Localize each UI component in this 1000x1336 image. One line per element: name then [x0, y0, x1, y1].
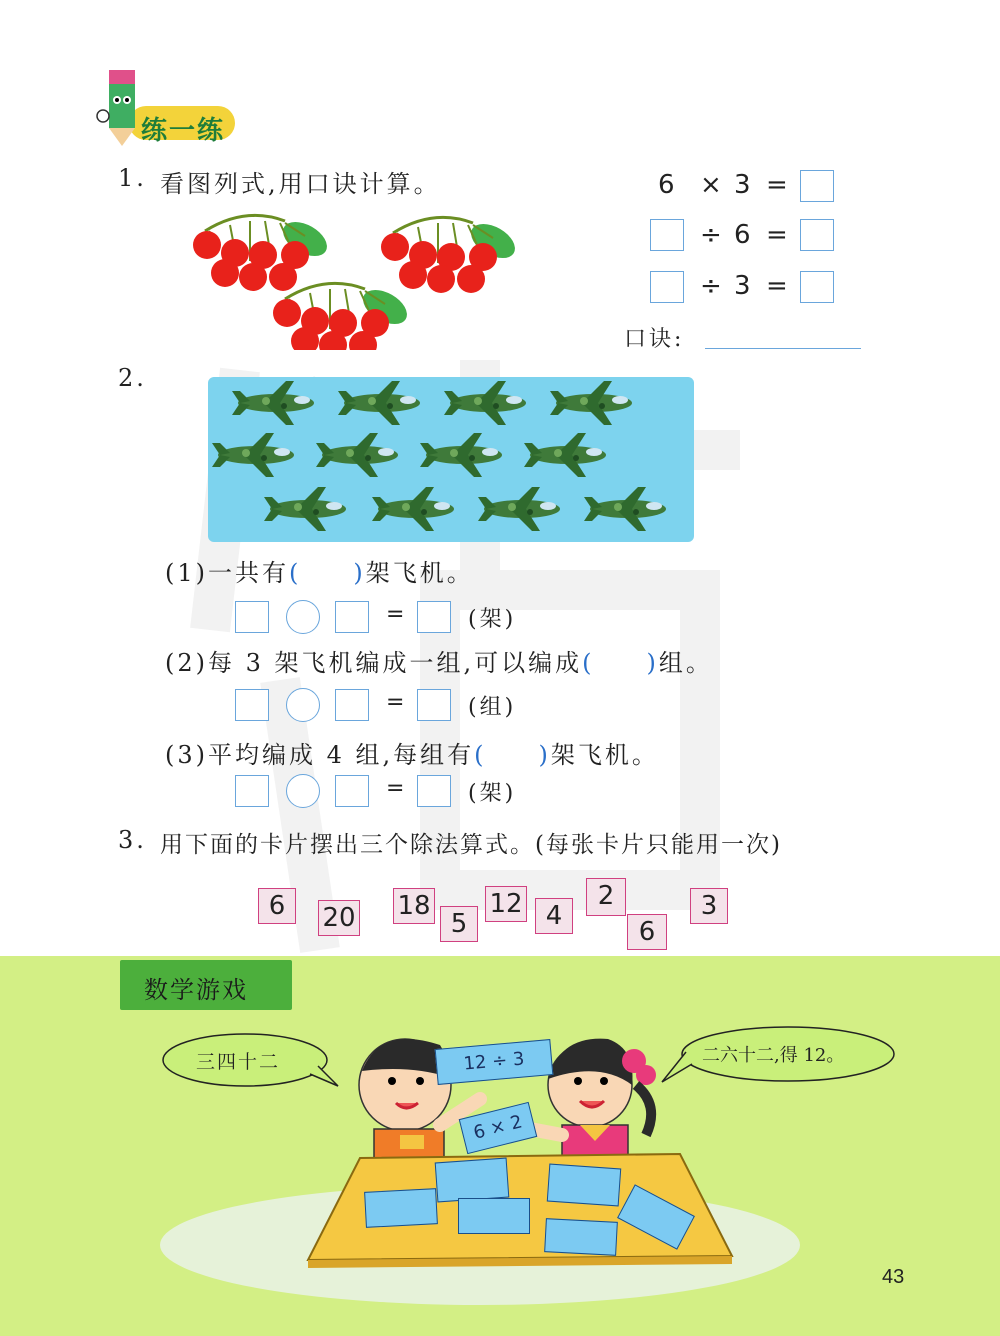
q2-sub2-operator-circle[interactable] [286, 688, 320, 722]
q2-sub1-answer-box[interactable] [417, 601, 451, 633]
practice-header [95, 66, 245, 148]
cherries-illustration [175, 205, 515, 350]
number-card[interactable]: 4 [535, 898, 573, 934]
number-card[interactable]: 12 [485, 886, 527, 922]
eq2-eq: = [766, 220, 788, 250]
q2-sub1-post: 架飞机。 [365, 559, 474, 587]
q2-sub3-answer-box[interactable] [417, 775, 451, 807]
eq3-answer-box[interactable] [800, 271, 834, 303]
q2-sub3-box-b[interactable] [335, 775, 369, 807]
q2-sub2-unit: (组) [468, 695, 517, 720]
q2-sub1-eq: = [386, 602, 405, 627]
q2-sub2-answer-box[interactable] [417, 689, 451, 721]
q2-sub1-close: ) [353, 559, 366, 587]
bubble-right-text: 二六十二,得 12。 [702, 1045, 845, 1066]
q2-sub2-pre: (2)每 3 架飞机编成一组,可以编成 [165, 649, 583, 677]
eq1-eq: = [766, 170, 788, 200]
q2-sub3-eq: = [386, 776, 405, 801]
q2-sub1-box-b[interactable] [335, 601, 369, 633]
table-card[interactable] [364, 1188, 438, 1228]
q2-sub3-pre: (3)平均编成 4 组,每组有 [165, 741, 475, 769]
q3-number: 3. [118, 826, 147, 854]
practice-title: 练一练 [141, 116, 226, 146]
eq3-eq: = [766, 271, 788, 301]
number-card[interactable]: 3 [690, 888, 728, 924]
airplanes-illustration [208, 377, 694, 542]
q2-sub1 [165, 553, 474, 588]
q2-sub3-close: ) [538, 741, 551, 769]
eq1-b: 3 [734, 170, 751, 200]
eq1-a: 6 [658, 170, 675, 200]
number-card[interactable]: 5 [440, 906, 478, 942]
q2-sub3 [165, 735, 659, 770]
eq3-dividend-box[interactable] [650, 271, 684, 303]
q2-sub1-open: ( [289, 559, 302, 587]
table-card[interactable] [547, 1164, 621, 1207]
number-card[interactable]: 6 [627, 914, 667, 950]
q2-sub1-operator-circle[interactable] [286, 600, 320, 634]
eq2-b: 6 [734, 220, 751, 250]
q2-sub1-pre: (1)一共有 [165, 559, 289, 587]
eq2-op: ÷ [700, 220, 722, 250]
eq3-op: ÷ [700, 271, 722, 301]
q2-sub2-open: ( [582, 649, 595, 677]
q2-sub2-close: ) [646, 649, 659, 677]
q2-number: 2. [118, 364, 147, 392]
q2-sub2-post: 组。 [658, 649, 713, 677]
q2-sub2-box-a[interactable] [235, 689, 269, 721]
held-card-division-text: 12 ÷ 3 [462, 1048, 526, 1075]
q1-text: 看图列式,用口诀计算。 [160, 170, 441, 198]
q2-sub3-open: ( [474, 741, 487, 769]
number-card[interactable]: 18 [393, 888, 435, 924]
page-number: 43 [882, 1266, 905, 1288]
eq3-b: 3 [734, 271, 751, 301]
q2-sub2 [165, 643, 713, 678]
number-card[interactable]: 20 [318, 900, 360, 936]
q2-sub2-box-b[interactable] [335, 689, 369, 721]
game-title: 数学游戏 [144, 976, 248, 1004]
q2-sub3-operator-circle[interactable] [286, 774, 320, 808]
q2-sub1-unit: (架) [468, 607, 517, 632]
koujue-label: 口诀: [624, 327, 685, 352]
q2-sub3-box-a[interactable] [235, 775, 269, 807]
eq2-answer-box[interactable] [800, 219, 834, 251]
bubble-left-text: 三四十二 [196, 1051, 281, 1073]
eq1-op: × [700, 170, 722, 200]
held-card-multiplication-text: 6 × 2 [471, 1111, 525, 1144]
table-card[interactable] [435, 1158, 510, 1203]
q2-sub3-unit: (架) [468, 781, 517, 806]
number-card[interactable]: 6 [258, 888, 296, 924]
game-title-banner [120, 960, 292, 1010]
eq2-dividend-box[interactable] [650, 219, 684, 251]
table-card[interactable] [544, 1218, 618, 1256]
q2-sub3-post: 架飞机。 [550, 741, 659, 769]
q2-sub2-eq: = [386, 690, 405, 715]
q3-text: 用下面的卡片摆出三个除法算式。(每张卡片只能用一次) [160, 832, 782, 858]
q1-number: 1. [118, 164, 147, 192]
table-card[interactable] [458, 1198, 530, 1234]
koujue-answer-line[interactable] [705, 348, 861, 349]
eq1-answer-box[interactable] [800, 170, 834, 202]
number-card[interactable]: 2 [586, 878, 626, 916]
q2-sub1-box-a[interactable] [235, 601, 269, 633]
